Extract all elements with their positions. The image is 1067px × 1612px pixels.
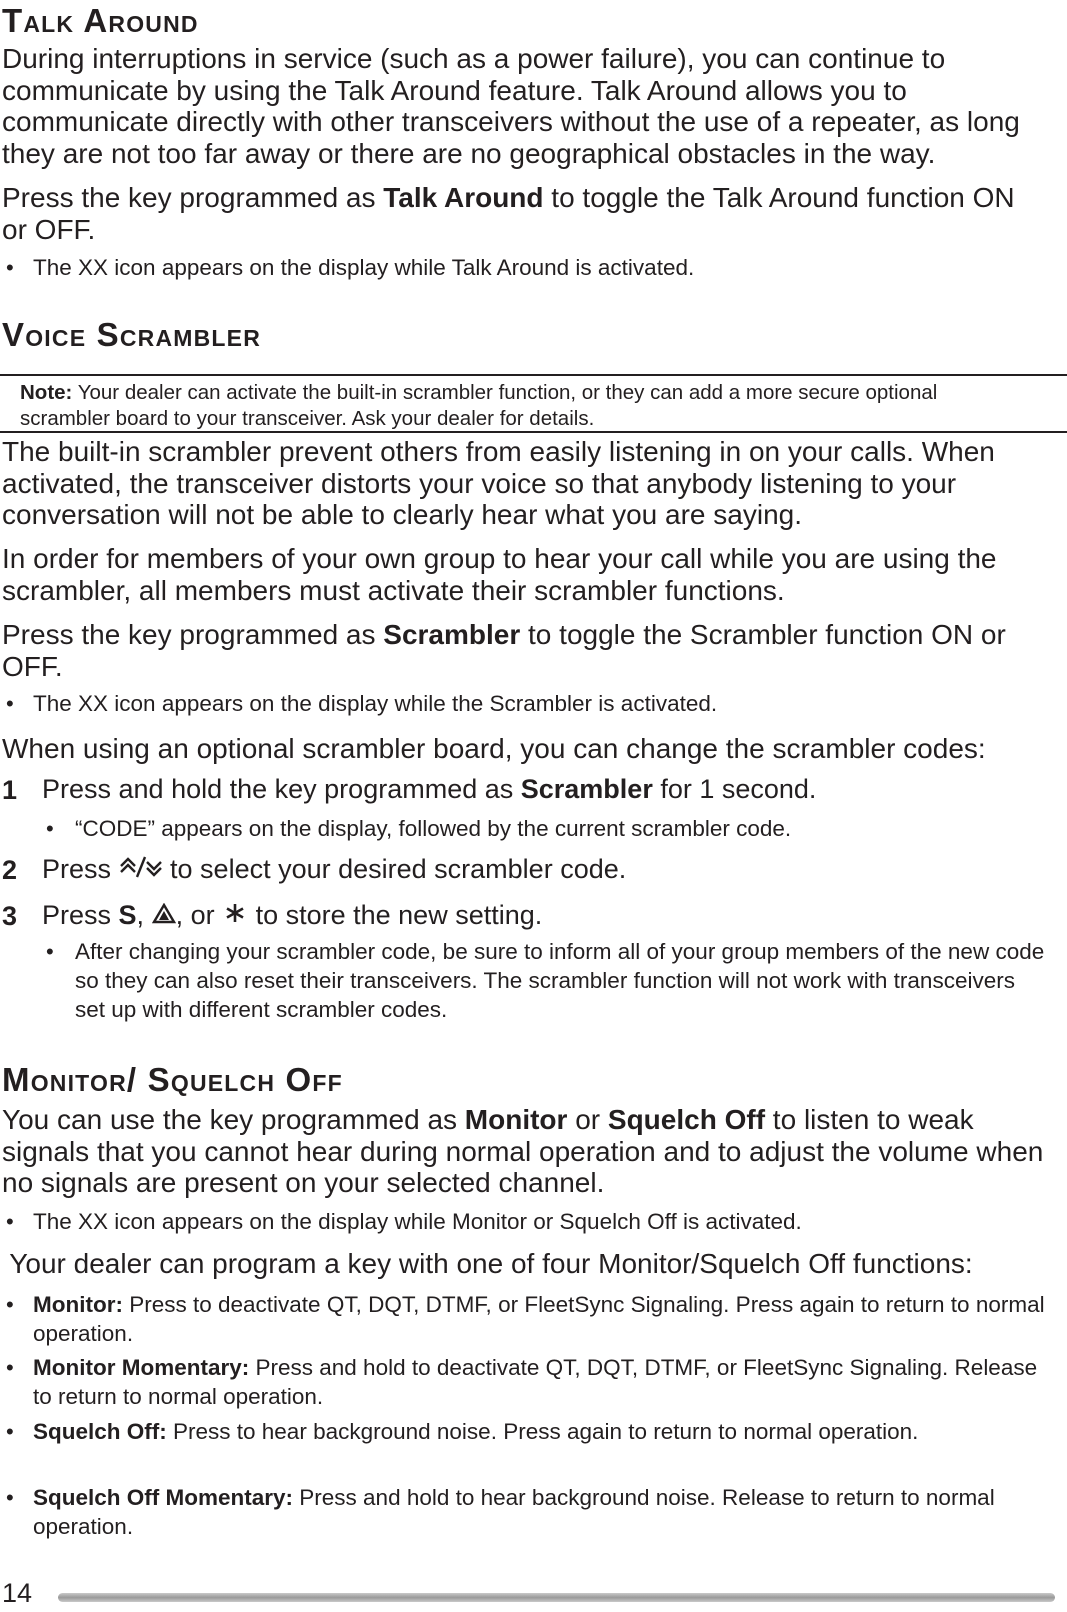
double-chevron-up-down-icon (119, 854, 163, 888)
bullet-dot: • (46, 939, 54, 964)
note-box (0, 374, 1067, 433)
talk-around-paragraph-1: During interruptions in service (such as a power failure), you can continue to communicate by using the Talk Around feature. Talk Around allows you to communicate directly with other transceivers without the use of a repeater, as long they are not too far away or there are no geographical obstacles in the way. (2, 43, 1020, 169)
bullet-dot: • (6, 1209, 14, 1234)
step-number-3: 3 (2, 901, 18, 931)
monitor-paragraph-1: You can use the key programmed as Monitor or Squelch Off to listen to weak signals that you cannot hear during normal operation and to adjust the volume when no signals are present on your selected channel. (2, 1104, 1044, 1198)
bullet-dot: • (6, 255, 14, 280)
bullet-dot: • (6, 1292, 14, 1317)
step-number-2: 2 (2, 855, 18, 885)
triangle-up-icon (152, 901, 176, 933)
asterisk-icon (222, 901, 248, 933)
page-number: 14 (2, 1578, 33, 1608)
monitor-paragraph-2: Your dealer can program a key with one of four Monitor/Squelch Off functions: (2, 1248, 973, 1279)
step-3: Press S, , or to store the new setting. (42, 900, 1045, 933)
manual-page: Talk Around During interruptions in service (such as a power failure), you can continue to communicate by using the Talk Around feature. Talk Around allows you to communicate directly with other transceivers without the use of a repeater, as long they are not too far away or there are no geographical obstacles in the way. Press the key programmed as Talk Around to toggle the Talk Around function ON or OFF. • The XX icon appears on the display while Talk Around is activated. Voice Scrambler Note: Your dealer can activate the built-in scrambler function, or they can add a more secure optional scrambler board to your transceiver. Ask your dealer for details. The built-in scrambler prevent others from easily listening in on your calls. When activated, the transceiver distorts your voice so that anybody listening to your conversation will not be able to clearly hear what you are saying. In order for members of your own group to hear your call while you are using the scrambler, all members must activate their scrambler functions. Press the key programmed as Scrambler to toggle the Scrambler function ON or OFF. • The XX icon appears on the display while the Scrambler is activated. When using an optional scrambler board, you can change the scrambler codes: 1 Press and hold the key programmed as Scrambler for 1 second. • “CODE” appears on the display, followed by the current scrambler code. 2 Press to select your desired scrambler code. 3 Press S, , or to store the new setting. • After changing your scrambler code, be sure to inform all of your group members of the new code so they can also reset their transceivers. The scrambler function will not work with transceivers set up with different scrambler codes. Monitor/ Squelch Off You can use the key programmed as Monitor or Squelch Off to listen to weak signals that you cannot hear during normal operation and to adjust the volume when no signals are present on your selected channel. • The XX icon appears on the display while Monitor or Squelch Off is activated. Your dealer can program a key with one of four Monitor/Squelch Off functions: • Monitor: Press to deactivate QT, DQT, DTMF, or FleetSync Signaling. Press again to return to normal operation. • Monitor Momentary: Press and hold to deactivate QT, DQT, DTMF, or FleetSync Signaling. Release to return to normal operation. • Squelch Off: Press to hear background noise. Press again to return to normal operation. • Squelch Off Momentary: Press and hold to hear background noise. Release to return to normal operation. 14 (0, 0, 1067, 1612)
scrambler-paragraph-4: When using an optional scrambler board, you can change the scrambler codes: (2, 733, 986, 764)
note-text: Note: Your dealer can activate the built-in scrambler function, or they can add a more secure optional scrambler board to your transceiver. Ask your dealer for details. (20, 381, 938, 430)
monitor-heading: Monitor/ Squelch Off (2, 1061, 343, 1098)
talk-around-key-name: Talk Around (383, 182, 544, 213)
footer-rule (58, 1593, 1055, 1602)
step-number-1: 1 (2, 775, 18, 805)
step-2: Press to select your desired scrambler code. (42, 854, 1045, 888)
note-label: Note: (20, 381, 73, 404)
scrambler-paragraph-3: Press the key programmed as Scrambler to toggle the Scrambler function ON or OFF. (2, 619, 1006, 682)
bullet-dot: • (6, 691, 14, 716)
step-1: Press and hold the key programmed as Scrambler for 1 second. (42, 774, 817, 804)
scrambler-paragraph-2: In order for members of your own group to hear your call while you are using the scrambler, all members must activate their scrambler functions. (2, 543, 997, 606)
talk-around-heading: Talk Around (2, 2, 199, 39)
bullet-dot: • (6, 1355, 14, 1380)
bullet-dot: • (6, 1485, 14, 1510)
scrambler-paragraph-1: The built-in scrambler prevent others from easily listening in on your calls. When activated, the transceiver distorts your voice so that anybody listening to your conversation will not be able to clearly hear what you are saying. (2, 436, 995, 530)
talk-around-paragraph-2: Press the key programmed as Talk Around to toggle the Talk Around function ON or OFF. (2, 182, 1015, 245)
scrambler-key-name: Scrambler (383, 619, 521, 650)
bullet-dot: • (6, 1419, 14, 1444)
voice-scrambler-heading: Voice Scrambler (2, 316, 262, 353)
bullet-dot: • (46, 816, 54, 841)
